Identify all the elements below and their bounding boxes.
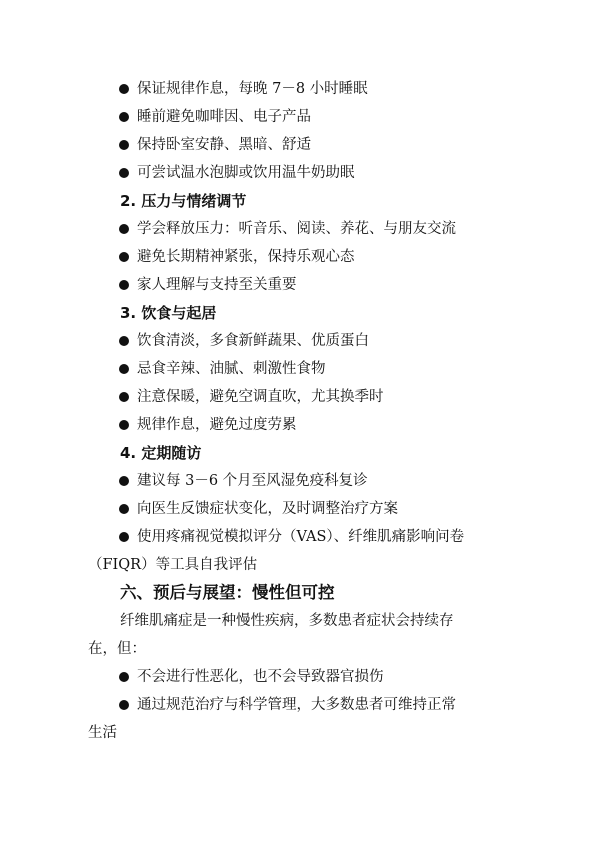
bullet-item	[0, 691, 595, 719]
section-heading-text: 六、预后与展望：慢性但可控	[120, 583, 335, 602]
bullet-text: 可尝试温水泡脚或饮用温牛奶助眠	[137, 165, 355, 181]
continuation-text: 在，但：	[88, 641, 146, 657]
bullet-icon	[119, 392, 129, 402]
bullet-item	[0, 243, 595, 271]
bullet-text: 饮食清淡，多食新鲜蔬果、优质蛋白	[137, 333, 369, 349]
bullet-text: 不会进行性恶化，也不会导致器官损伤	[137, 669, 384, 685]
bullet-item	[0, 523, 595, 551]
bullet-text: 睡前避免咖啡因、电子产品	[137, 109, 311, 125]
bullet-item	[0, 131, 595, 159]
bullet-item	[0, 355, 595, 383]
continuation-text: （FIQR）等工具自我评估	[88, 557, 258, 573]
continuation-line	[0, 635, 595, 663]
bullet-text: 通过规范治疗与科学管理，大多数患者可维持正常	[137, 697, 456, 713]
paragraph-text: 纤维肌痛症是一种慢性疾病，多数患者症状会持续存	[120, 613, 454, 629]
subheading	[0, 439, 595, 467]
subheading-text: 3. 饮食与起居	[120, 304, 217, 322]
bullet-text: 保持卧室安静、黑暗、舒适	[137, 137, 311, 153]
bullet-icon	[119, 112, 129, 122]
bullet-text: 避免长期精神紧张，保持乐观心态	[137, 249, 355, 265]
bullet-item	[0, 383, 595, 411]
bullet-item	[0, 159, 595, 187]
continuation-line	[0, 551, 595, 579]
bullet-text: 向医生反馈症状变化，及时调整治疗方案	[137, 501, 398, 517]
bullet-text: 规律作息，避免过度劳累	[137, 417, 297, 433]
bullet-item	[0, 411, 595, 439]
bullet-icon	[119, 84, 129, 94]
bullet-text: 忌食辛辣、油腻、刺激性食物	[137, 361, 326, 377]
section-heading	[0, 579, 595, 607]
bullet-item	[0, 663, 595, 691]
bullet-icon	[119, 224, 129, 234]
bullet-item	[0, 495, 595, 523]
bullet-icon	[119, 532, 129, 542]
subheading	[0, 299, 595, 327]
bullet-text: 注意保暖，避免空调直吹，尤其换季时	[137, 389, 384, 405]
subheading	[0, 187, 595, 215]
bullet-icon	[119, 280, 129, 290]
bullet-icon	[119, 140, 129, 150]
bullet-item	[0, 103, 595, 131]
bullet-text: 学会释放压力：听音乐、阅读、养花、与朋友交流	[137, 221, 456, 237]
continuation-line	[0, 719, 595, 747]
bullet-icon	[119, 420, 129, 430]
bullet-icon	[119, 476, 129, 486]
bullet-text: 建议每 3－6 个月至风湿免疫科复诊	[137, 473, 368, 489]
paragraph-line	[0, 607, 595, 635]
continuation-text: 生活	[88, 725, 117, 741]
bullet-item	[0, 467, 595, 495]
bullet-text: 家人理解与支持至关重要	[137, 277, 297, 293]
bullet-icon	[119, 700, 129, 710]
bullet-icon	[119, 364, 129, 374]
bullet-icon	[119, 336, 129, 346]
bullet-item	[0, 327, 595, 355]
bullet-icon	[119, 252, 129, 262]
bullet-icon	[119, 504, 129, 514]
bullet-icon	[119, 168, 129, 178]
bullet-icon	[119, 672, 129, 682]
subheading-text: 2. 压力与情绪调节	[120, 192, 247, 210]
subheading-text: 4. 定期随访	[120, 444, 202, 462]
bullet-text: 保证规律作息，每晚 7－8 小时睡眠	[137, 81, 368, 97]
bullet-text: 使用疼痛视觉模拟评分（VAS）、纤维肌痛影响问卷	[137, 529, 465, 545]
bullet-item	[0, 271, 595, 299]
bullet-item	[0, 75, 595, 103]
bullet-item	[0, 215, 595, 243]
